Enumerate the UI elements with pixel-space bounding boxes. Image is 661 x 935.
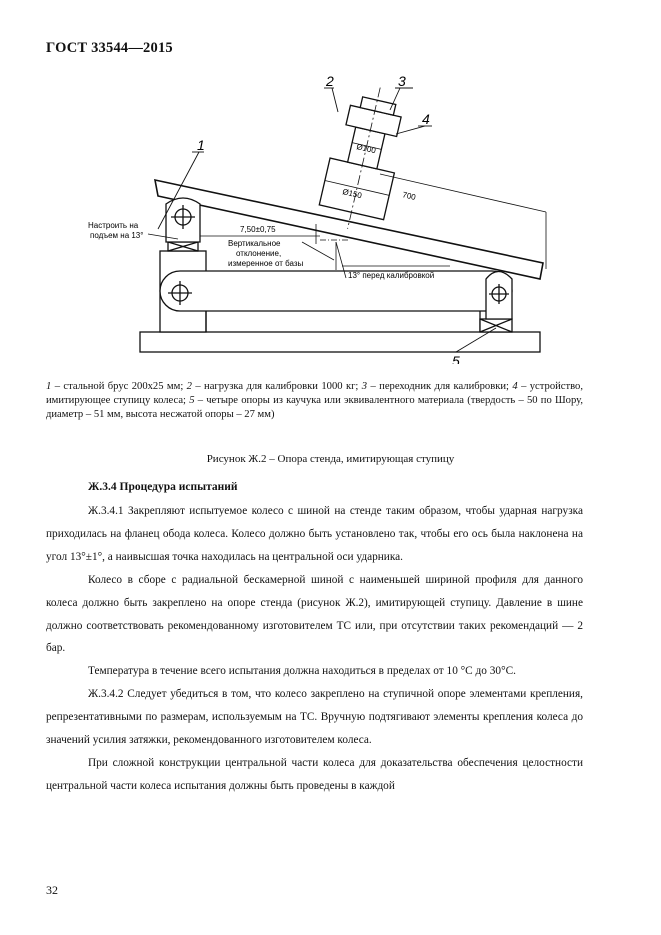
label-angle: 13° перед калибровкой — [348, 271, 435, 280]
paragraph: Колесо в сборе с радиальной бескамерной шиной с наименьшей шириной профиля для данного колеса должно быть закреплено на опоре стенда (рисунок Ж.2), имитирующей ступицу. Давление в шине должно соответствовать рекомендованному изготовителем ТС или, при отсутствии таких рекомендаций — 2 бар. — [46, 573, 583, 655]
callout-2: 2 — [326, 73, 334, 89]
legend-text: – устройство, имитирующее ступицу колеса; — [46, 381, 583, 407]
figure-legend — [46, 380, 583, 423]
legend-num: 2 — [186, 381, 192, 392]
page-number: 32 — [46, 883, 58, 897]
paragraph: При сложной конструкции центральной части колеса для доказательства обеспечения целостности центральной части колеса испытания должны быть проведены в каждой — [46, 756, 583, 792]
label-vertical-1: Вертикальное — [228, 239, 281, 248]
figure-caption: Рисунок Ж.2 – Опора стенда, имитирующая ступицу — [206, 453, 455, 465]
legend-text: – четыре опоры из каучука или эквивалентного материала (твердость – 50 по Шору, диаметр – 51 мм, высота несжатой опоры – 27 мм) — [46, 395, 583, 421]
figure-test-stand — [0, 64, 661, 364]
callout-5: 5 — [452, 353, 460, 364]
label-adjust-line1: Настроить на — [88, 221, 139, 230]
section-heading: Ж.3.4 Процедура испытаний — [88, 481, 238, 493]
label-vertical-2: отклонение, — [236, 249, 282, 258]
paragraph: Ж.3.4.1 Закрепляют испытуемое колесо с шиной на стенде таким образом, чтобы ударная нагрузка приходилась на фланец обода колеса. Колесо должно быть установлено так, чтобы его ось была наклонена на угол 13°±1°, а наивысшая точка находилась на центральной оси ударника. — [46, 505, 583, 563]
callout-3: 3 — [398, 73, 406, 89]
label-dim-100: Ø100 — [355, 142, 377, 156]
legend-num: 5 — [189, 395, 195, 407]
legend-num: 1 — [46, 381, 52, 392]
callout-1: 1 — [197, 137, 205, 153]
base-plate — [140, 332, 540, 352]
legend-text: – стальной брус 200х25 мм; — [51, 381, 187, 392]
label-adjust-line2: подъем на 13° — [90, 231, 144, 240]
paragraph: Температура в течение всего испытания должна находиться в пределах от 10 °С до 30°С. — [88, 665, 516, 678]
legend-num: 3 — [361, 381, 368, 392]
label-dim-700: 700 — [401, 190, 417, 202]
callout-4: 4 — [422, 111, 430, 127]
body-text — [46, 500, 583, 798]
horizontal-frame — [160, 271, 512, 311]
legend-text: – нагрузка для калибровки 1000 кг; — [191, 381, 362, 392]
label-tolerance: 7,50±0,75 — [240, 225, 276, 234]
label-vertical-3: измеренное от базы — [228, 259, 304, 268]
paragraph: Ж.3.4.2 Следует убедиться в том, что колесо закреплено на ступичной опоре элементами крепления, репрезентативными по размерам, используемым на ТС. Вручную подтягивают элементы крепления колеса до значений усилия затяжки, рекомендованного изготовителем колеса. — [46, 688, 583, 747]
label-dim-150: Ø150 — [341, 187, 363, 201]
legend-text: – переходник для калибровки; — [367, 381, 513, 392]
document-header-title: ГОСТ 33544—2015 — [46, 40, 173, 56]
legend-num: 4 — [512, 381, 518, 392]
